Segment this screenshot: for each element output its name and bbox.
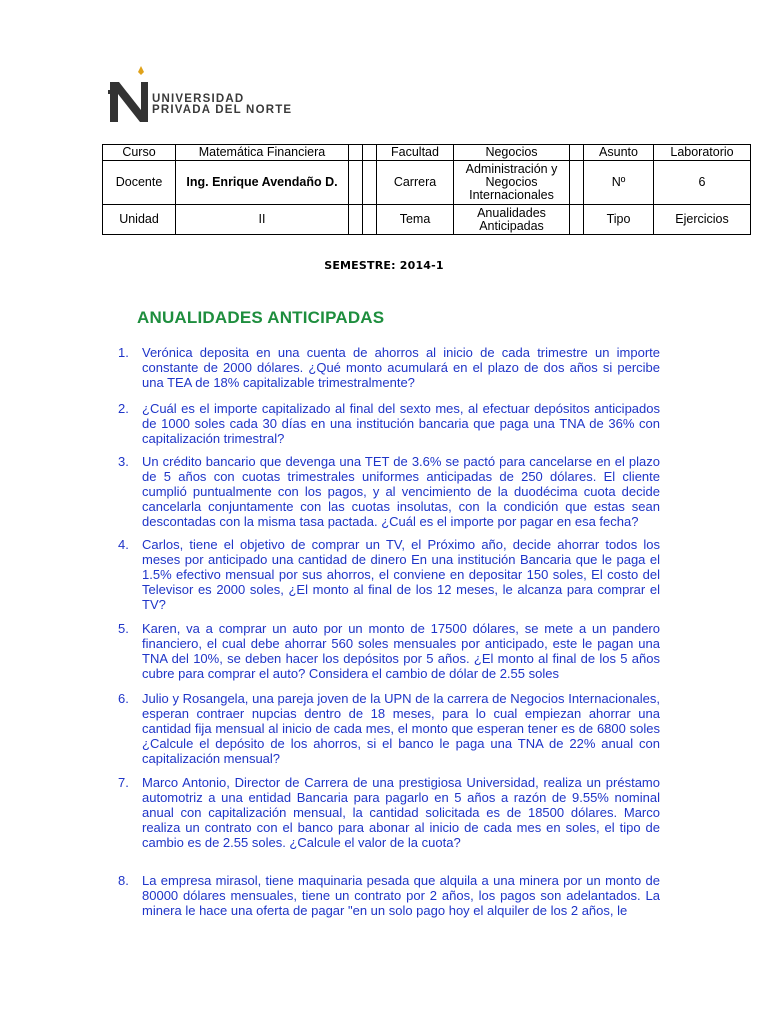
- spacer-cell: [363, 205, 377, 235]
- spacer-cell: [570, 145, 584, 161]
- exercise-text: Verónica deposita en una cuenta de ahorros al inicio de cada trimestre un importe constante de 2000 dólares. ¿Qué monto acumulará en el plazo de dos años si percibe una TEA de 18% capitalizable trimestralmente?: [142, 345, 660, 390]
- docente-value: Ing. Enrique Avendaño D.: [176, 161, 349, 205]
- university-name-line2: PRIVADA DEL NORTE: [152, 104, 293, 116]
- exercise-number: 2.: [118, 401, 129, 416]
- asunto-label: Asunto: [584, 145, 654, 161]
- semester-heading: SEMESTRE: 2014-1: [324, 259, 444, 272]
- spacer-cell: [570, 205, 584, 235]
- section-title: ANUALIDADES ANTICIPADAS: [137, 308, 385, 327]
- course-info-table: [102, 144, 751, 235]
- tipo-label: Tipo: [584, 205, 654, 235]
- spacer-cell: [349, 205, 363, 235]
- carrera-label: Carrera: [377, 161, 454, 205]
- exercise-number: 4.: [118, 537, 129, 552]
- facultad-label: Facultad: [377, 145, 454, 161]
- exercise-text: ¿Cuál es el importe capitalizado al final del sexto mes, al efectuar depósitos anticipados de 1000 soles cada 30 días en una institución bancaria que paga una TNA de 36% con capitalización trimestral?: [142, 401, 660, 446]
- university-name: [152, 94, 312, 116]
- tema-label: Tema: [377, 205, 454, 235]
- table-row: [103, 205, 751, 235]
- exercise-number: 1.: [118, 345, 129, 360]
- unidad-value: II: [176, 205, 349, 235]
- upn-n-logo-icon: [108, 66, 154, 122]
- spacer-cell: [570, 161, 584, 205]
- exercise-text: Carlos, tiene el objetivo de comprar un TV, el Próximo año, decide ahorrar todos los meses por anticipado una cantidad de dinero En una institución Bancaria que le paga el 1.5% efectivo mensual por sus ahorros, el conviene en depositar 150 soles, El costo del Televisor es 2000 soles, ¿El monto al final de los 12 meses, le alcanza para comprar el TV?: [142, 537, 660, 612]
- tema-value: Anualidades Anticipadas: [454, 205, 570, 235]
- numero-label: Nº: [584, 161, 654, 205]
- exercise-text: Julio y Rosangela, una pareja joven de la UPN de la carrera de Negocios Internacionales, esperan contraer nupcias dentro de 18 meses, para lo cual empiezan ahorrar una cantidad fija mensual al inicio de cada mes, el monto que esperan tener es de 6800 soles ¿Calcule el depósito de los ahorros, si el banco le paga una TNA de 22% anual con capitalización mensual?: [142, 691, 660, 766]
- asunto-value: Laboratorio: [654, 145, 751, 161]
- curso-label: Curso: [103, 145, 176, 161]
- spacer-cell: [363, 161, 377, 205]
- exercise-number: 6.: [118, 691, 129, 706]
- table-row: [103, 161, 751, 205]
- spacer-cell: [363, 145, 377, 161]
- university-logo: [108, 66, 308, 126]
- tipo-value: Ejercicios: [654, 205, 751, 235]
- university-name-line1: UNIVERSIDAD: [152, 93, 245, 105]
- exercise-text: Marco Antonio, Director de Carrera de una prestigiosa Universidad, realiza un préstamo automotriz a una entidad Bancaria para pagarlo en 5 años a razón de 9.55% nominal anual con capitalización mensual, la cantidad solicitada es de 18500 dólares. Marco realiza un contrato con el banco para abonar al inicio de cada mes en soles, el tipo de cambio es de 2.55 soles. ¿Calcule el valor de la cuota?: [142, 775, 660, 850]
- docente-label: Docente: [103, 161, 176, 205]
- exercise-number: 7.: [118, 775, 129, 790]
- exercise-text: Karen, va a comprar un auto por un monto de 17500 dólares, se mete a un pandero financiero, el cual debe ahorrar 560 soles mensuales por anticipado, este le pagan una TNA del 10%, se deben hacer los depósitos por 5 años. ¿El monto al final de los 5 años cubre para comprar el auto? Considera el cambio de dólar de 2.55 soles: [142, 621, 660, 681]
- spacer-cell: [349, 161, 363, 205]
- facultad-value: Negocios: [454, 145, 570, 161]
- exercise-number: 3.: [118, 454, 129, 469]
- curso-value: Matemática Financiera: [176, 145, 349, 161]
- exercise-number: 8.: [118, 873, 129, 888]
- spacer-cell: [349, 145, 363, 161]
- exercise-text: La empresa mirasol, tiene maquinaria pesada que alquila a una minera por un monto de 80000 dólares mensuales, tiene un contrato por 2 años, los pagos son adelantados. La minera le hace una oferta de pagar "en un solo pago hoy el alquiler de los 2 años, le: [142, 873, 660, 918]
- exercise-text: Un crédito bancario que devenga una TET de 3.6% se pactó para cancelarse en el plazo de 5 años con cuotas trimestrales uniformes anticipadas de 250 dólares. El cliente cumplió puntualmente con los pagos, y al vencimiento de la duodécima cuota decide cancelarla conjuntamente con las cuotas insolutas, con la condición que estas sean descontadas con la misma tasa pactada. ¿Cuál es el importe por pagar en esa fecha?: [142, 454, 660, 529]
- unidad-label: Unidad: [103, 205, 176, 235]
- table-row: [103, 145, 751, 161]
- numero-value: 6: [654, 161, 751, 205]
- exercise-number: 5.: [118, 621, 129, 636]
- carrera-value: Administración y Negocios Internacionales: [454, 161, 570, 205]
